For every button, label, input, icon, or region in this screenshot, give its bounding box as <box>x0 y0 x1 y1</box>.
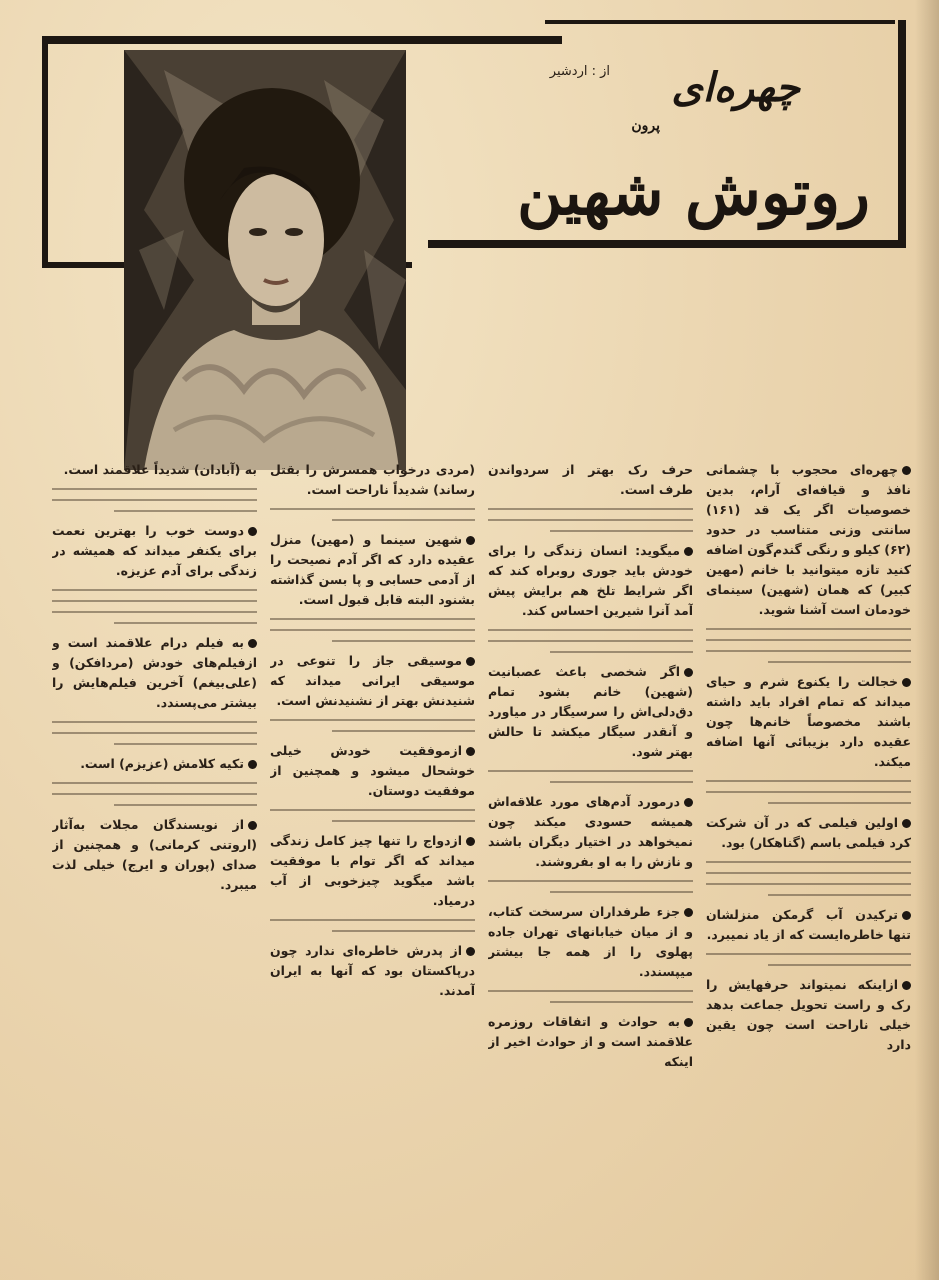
paragraph-text: چهره‌ای محجوب با چشمانی نافذ و قیافه‌ای آرام، بدین خصوصیات اگر یک قد (۱۶۱) سانتی وزنی متناسب در حدود (۶۲) کیلو و رنگی گندم‌گون اضافه کنید تازه میتوانید با خانم (مهین کبیر) که همان (شهین) سینمای خودمان است آشنا شوید. <box>706 462 911 617</box>
bullet-icon <box>684 547 693 556</box>
frame-right-bar <box>898 20 906 244</box>
text-line <box>768 894 912 896</box>
bullet-icon <box>902 678 911 687</box>
text-line <box>488 990 693 992</box>
paragraph-text: به حوادث و اتفاقات روزمره علاقمند است و از حوادث اخیر از اینکه <box>488 1014 693 1069</box>
paragraph <box>270 831 475 911</box>
paragraph-text: به (آبادان) شدیداً علاقمند است. <box>63 462 257 477</box>
bullet-icon <box>466 837 475 846</box>
text-line <box>332 519 476 521</box>
frame-left-bar <box>42 36 48 268</box>
paragraph-text: ازدواج را تنها چیز کامل زندگی میداند که اگر توام با موفقیت باشد میگوید چیزخوبی از آب درمیاد. <box>270 833 475 908</box>
text-line <box>488 770 693 772</box>
text-line <box>706 883 911 885</box>
text-column-4 <box>52 460 257 1250</box>
paragraph-text: موسیقی جاز را تنوعی در موسیقی ایرانی میداند که شنیدنش بهتر از نشنیدنش است. <box>270 653 475 708</box>
text-line <box>488 508 693 510</box>
paragraph <box>52 460 257 480</box>
paragraph-text: خجالت را یکنوع شرم و حیای میداند که تمام افراد باید داشته باشند مخصوصاً خانم‌ها چون عقیده دارد بزیبائی آنها اضافه میکند. <box>706 674 911 769</box>
paragraph-text: از پدرش خاطره‌ای ندارد چون درپاکستان بود که آنها به ایران آمدند. <box>270 943 475 998</box>
portrait-illustration <box>124 50 406 470</box>
text-line <box>52 589 257 591</box>
bullet-icon <box>466 536 475 545</box>
paragraph-text: جزء طرفداران سرسخت کتاب، و از میان خیابانهای تهران جاده پهلوی را از همه جا بیشتر میپسندد. <box>488 904 693 979</box>
paragraph <box>270 941 475 1001</box>
text-line <box>706 780 911 782</box>
headline-main: روتوش شهین <box>517 156 870 229</box>
paragraph-text: تکیه کلامش (عزیزم) است. <box>80 756 244 771</box>
text-line <box>114 510 258 512</box>
bullet-icon <box>902 981 911 990</box>
text-line <box>550 891 694 893</box>
paragraph <box>52 521 257 581</box>
text-line <box>768 661 912 663</box>
text-line <box>270 618 475 620</box>
bullet-icon <box>684 908 693 917</box>
text-line <box>52 732 257 734</box>
text-line <box>52 499 257 501</box>
paragraph-text: ازموفقیت خودش خیلی خوشحال میشود و همچنین از موفقیت دوستان. <box>270 743 475 798</box>
text-line <box>488 519 693 521</box>
text-line <box>488 629 693 631</box>
paragraph <box>706 905 911 945</box>
text-column-3 <box>270 460 475 1250</box>
text-line <box>332 640 476 642</box>
paragraph <box>706 975 911 1055</box>
paragraph-text: ترکیدن آب گرمکن منزلشان تنها خاطره‌ایست که از یاد نمیبرد. <box>706 907 911 942</box>
paragraph <box>488 541 693 621</box>
paragraph <box>270 741 475 801</box>
text-line <box>550 781 694 783</box>
text-line <box>706 628 911 630</box>
paragraph <box>270 651 475 711</box>
text-line <box>706 861 911 863</box>
paragraph <box>52 754 257 774</box>
text-line <box>52 721 257 723</box>
paragraph-text: حرف رک بهتر از سردواندن طرف است. <box>488 462 693 497</box>
text-line <box>52 600 257 602</box>
text-line <box>550 651 694 653</box>
headline-top: چهره‌ای <box>671 64 800 111</box>
paragraph-text: میگوید: انسان زندگی را برای خودش باید جوری روبراه کند که اگر شرایط تلخ هم برایش پیش آمد آنرا شیرین احساس کند. <box>488 543 693 618</box>
bullet-icon <box>902 466 911 475</box>
frame-top-bar-left <box>42 36 562 44</box>
paragraph-text: دوست خوب را بهترین نعمت برای یکنفر میداند که همیشه در زندگی برای آدم عزیزه. <box>52 523 257 578</box>
bullet-icon <box>466 947 475 956</box>
text-line <box>332 820 476 822</box>
paragraph <box>52 633 257 713</box>
text-line <box>706 953 911 955</box>
text-line <box>270 508 475 510</box>
frame-bottom-right-bar <box>428 240 906 248</box>
text-line <box>270 809 475 811</box>
text-line <box>550 530 694 532</box>
text-line <box>706 650 911 652</box>
text-line <box>768 802 912 804</box>
text-line <box>114 622 258 624</box>
paragraph-text: از نویسندگان مجلات به‌آثار (اروتنی کرمانی) و همچنین از صدای (پوران و ایرج) خیلی لذت میبرد. <box>52 817 257 892</box>
bullet-icon <box>248 527 257 536</box>
text-line <box>52 793 257 795</box>
bullet-icon <box>466 747 475 756</box>
headline-prefix: پرون <box>631 118 660 134</box>
text-line <box>706 639 911 641</box>
paragraph-text: به فیلم درام علاقمند است و ازفیلم‌های خودش (مردافکن) و (علی‌بیغم) آخرین فیلم‌هایش را بیشتر می‌پسندد. <box>52 635 257 710</box>
paragraph <box>270 530 475 610</box>
frame-top-bar-right <box>545 20 895 24</box>
text-line <box>52 782 257 784</box>
bullet-icon <box>248 821 257 830</box>
byline: از : اردشیر <box>549 64 610 79</box>
paragraph-text: شهین سینما و (مهین) منزل عقیده دارد که اگر آدم نصیحت را از آدمی حسابی و پا بسن گذاشته بشنود البته قابل قبول است. <box>270 532 475 607</box>
text-column-1 <box>706 460 911 1250</box>
paragraph <box>488 902 693 982</box>
bullet-icon <box>684 1018 693 1027</box>
text-line <box>52 488 257 490</box>
paragraph-text: درمورد آدم‌های مورد علاقه‌اش همیشه حسودی میکند چون نمیخواهد در اختیار دیگران باشند و نازش را به او بفروشند. <box>488 794 693 869</box>
paragraph <box>488 1012 693 1072</box>
bullet-icon <box>902 819 911 828</box>
text-column-2 <box>488 460 693 1250</box>
text-line <box>550 1001 694 1003</box>
paragraph <box>488 792 693 872</box>
paragraph-text: اگر شخصی باعث عصبانیت (شهین) خانم بشود تمام دق‌دلی‌اش را سرسیگار در میاورد و آنقدر سیگار میکشد تا حالش بهتر شود. <box>488 664 693 759</box>
text-line <box>52 611 257 613</box>
text-line <box>488 640 693 642</box>
bullet-icon <box>902 911 911 920</box>
text-line <box>332 930 476 932</box>
paragraph <box>488 662 693 762</box>
text-line <box>270 719 475 721</box>
headline <box>430 56 890 236</box>
text-line <box>270 919 475 921</box>
paragraph <box>706 460 911 620</box>
paragraph <box>270 460 475 500</box>
bullet-icon <box>248 760 257 769</box>
text-line <box>706 791 911 793</box>
text-line <box>114 743 258 745</box>
text-line <box>270 629 475 631</box>
portrait-photo <box>124 50 406 470</box>
bullet-icon <box>684 798 693 807</box>
text-line <box>114 804 258 806</box>
paragraph-text: اولین فیلمی که در آن شرکت کرد فیلمی باسم (گناهکار) بود. <box>706 815 911 850</box>
text-line <box>488 880 693 882</box>
bullet-icon <box>248 639 257 648</box>
paragraph-text: ازاینکه نمیتواند حرفهایش را رک و راست تحویل جماعت بدهد خیلی ناراحت است چون یقین دارد <box>706 977 911 1052</box>
text-line <box>768 964 912 966</box>
page-edge-shadow <box>915 0 939 1280</box>
text-line <box>332 730 476 732</box>
paragraph <box>488 460 693 500</box>
bullet-icon <box>684 668 693 677</box>
paragraph <box>52 815 257 895</box>
paragraph <box>706 813 911 853</box>
paragraph <box>706 672 911 772</box>
text-line <box>706 872 911 874</box>
bullet-icon <box>466 657 475 666</box>
paragraph-text: (مردی درخواب همسرش را بقتل رساند) شدیداً ناراحت است. <box>270 462 475 497</box>
